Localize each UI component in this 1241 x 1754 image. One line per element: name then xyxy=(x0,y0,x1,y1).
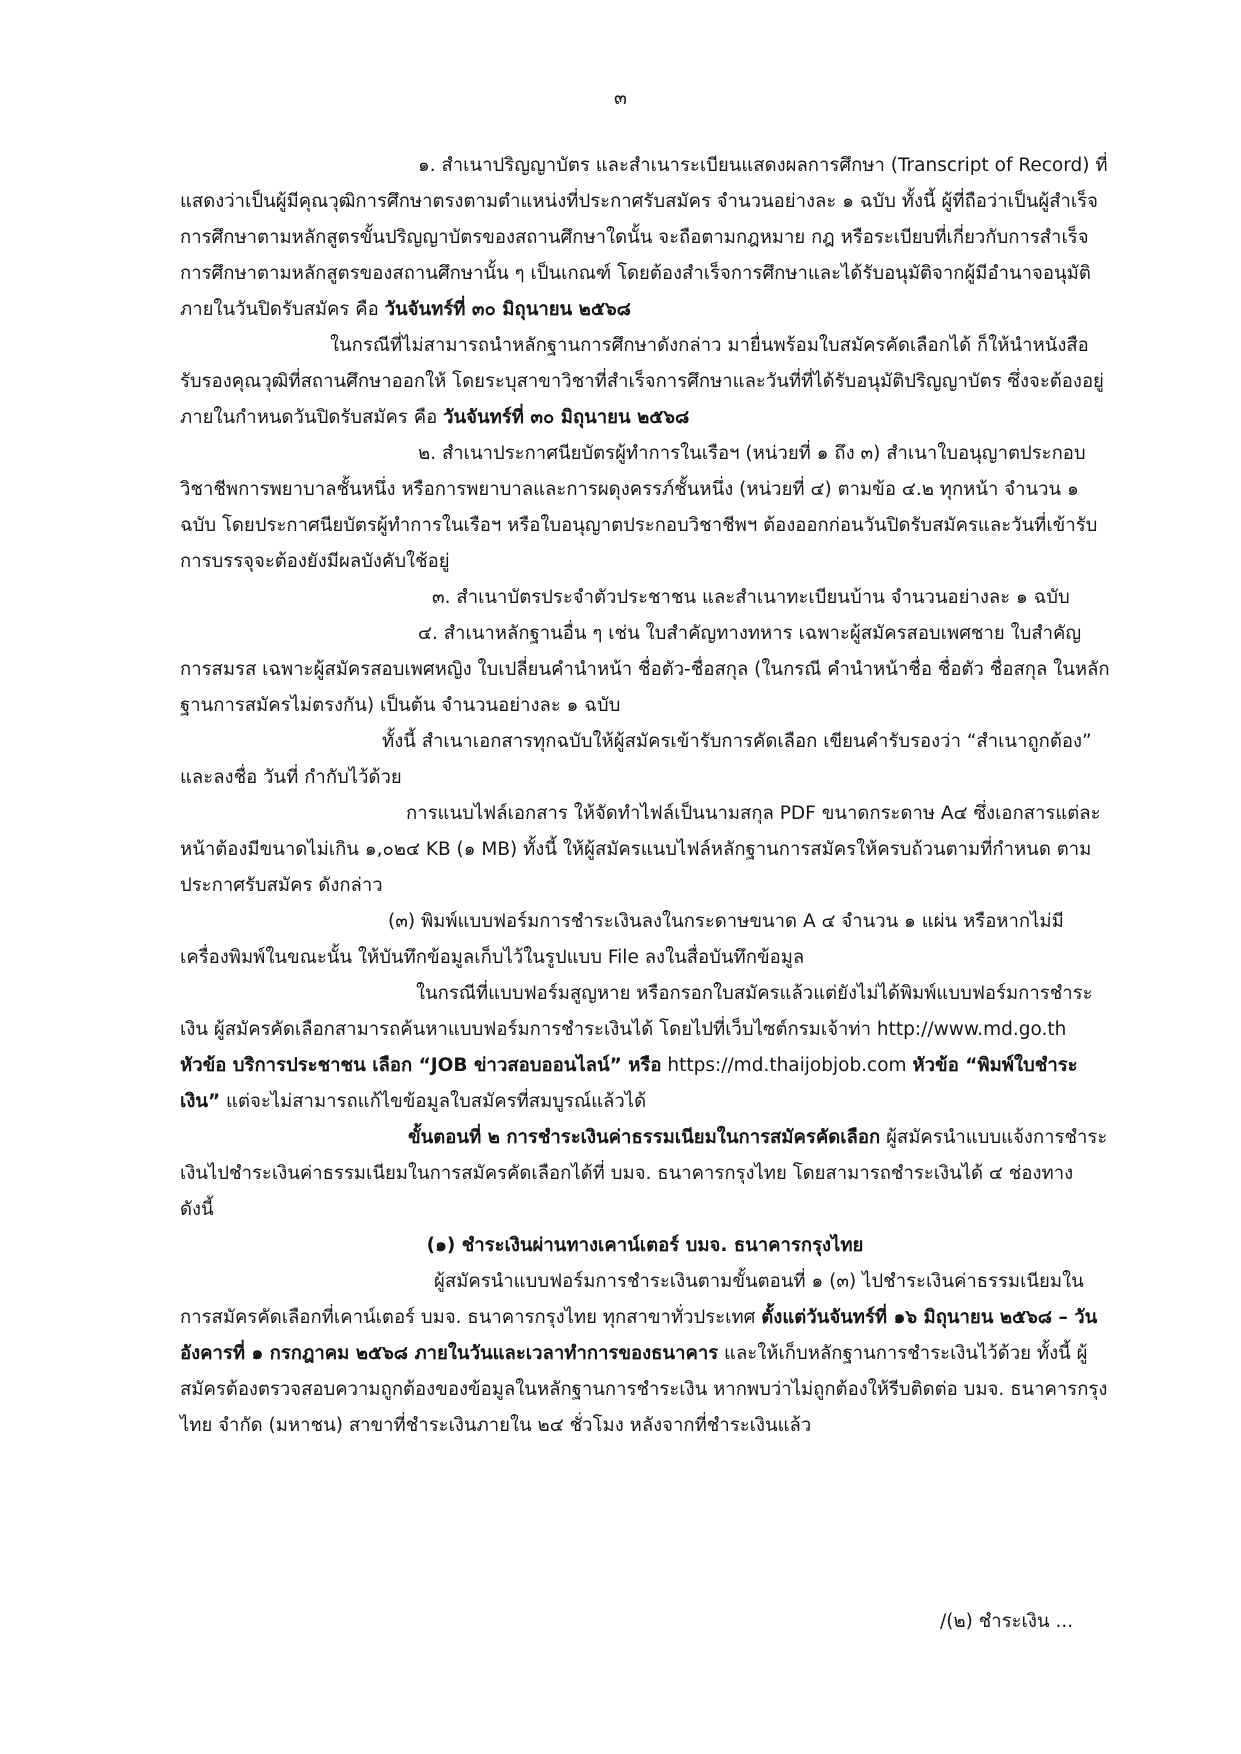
payment-period: ตั้งแต่วันจันทร์ที่ ๑๖ มิถุนายน ๒๕๖๘ – วันอังคารที่ ๑ กรกฎาคม ๒๕๖๘ ภายในวันและเวลาทำการของธนาคาร xyxy=(180,1307,1098,1364)
paragraph-lost-form xyxy=(180,976,1110,1120)
paragraph-certify-copies: ทั้งนี้ สำเนาเอกสารทุกฉบับให้ผู้สมัครเข้ารับการคัดเลือก เขียนคำรับรองว่า “สำเนาถูกต้อง” และลงชื่อ วันที่ กำกับไว้ด้วย xyxy=(180,731,1092,788)
section-heading-counter-payment: (๑) ชำระเงินผ่านทางเคาน์เตอร์ บมจ. ธนาคารกรุงไทย xyxy=(426,1235,864,1256)
paragraph-text: ในกรณีที่ไม่สามารถนำหลักฐานการศึกษาดังกล่าว มายื่นพร้อมใบสมัครคัดเลือกได้ ก็ให้นำหนังสือรับรองคุณวุฒิที่สถานศึกษาออกให้ โดยระบุสาขาวิชาที่สำเร็จการศึกษาและวันที่ที่ได้รับอนุมัติปริญญาบัตร ซึ่งจะต้องอยู่ภายในกำหนดวันปิดรับสมัคร คือ xyxy=(180,335,1104,428)
paragraph-counter-payment xyxy=(180,1264,1110,1444)
paragraph-print-payment-form: (๓) พิมพ์แบบฟอร์มการชำระเงินลงในกระดาษขนาด A ๔ จำนวน ๑ แผ่น หรือหากไม่มีเครื่องพิมพ์ในขณะนั้น ให้บันทึกข้อมูลเก็บไว้ในรูปแบบ File ลงในสื่อบันทึกข้อมูล xyxy=(180,911,1064,968)
paragraph-text: แต่จะไม่สามารถแก้ไขข้อมูลใบสมัครที่สมบูรณ์แล้วได้ xyxy=(220,1091,647,1112)
page-number: ๓ xyxy=(614,87,627,109)
document-body xyxy=(180,148,1110,1444)
paragraph-id-card: ๓. สำเนาบัตรประจำตัวประชาชน และสำเนาทะเบียนบ้าน จำนวนอย่างละ ๑ ฉบับ xyxy=(432,587,1070,608)
paragraph-license: ๒. สำเนาประกาศนียบัตรผู้ทำการในเรือฯ (หน่วยที่ ๑ ถึง ๓) สำเนาใบอนุญาตประกอบวิชาชีพการพยาบาลชั้นหนึ่ง หรือการพยาบาลและการผดุงครรภ์ชั้นหนึ่ง (หน่วยที่ ๔) ตามข้อ ๔.๒ ทุกหน้า จำนวน ๑ ฉบับ โดยประกาศนียบัตรผู้ทำการในเรือฯ หรือใบอนุญาตประกอบวิชาชีพฯ ต้องออกก่อนวันปิดรับสมัครและวันที่เข้ารับการบรรจุจะต้องยังมีผลบังคับใช้อยู่ xyxy=(180,443,1098,572)
step-2-heading: ขั้นตอนที่ ๒ การชำระเงินค่าธรรมเนียมในการสมัครคัดเลือก xyxy=(408,1127,881,1148)
deadline-date: วันจันทร์ที่ ๓๐ มิถุนายน ๒๕๖๘ xyxy=(443,407,690,428)
paragraph-file-attachment: การแนบไฟล์เอกสาร ให้จัดทำไฟล์เป็นนามสกุล PDF ขนาดกระดาษ A๔ ซึ่งเอกสารแต่ละหน้าต้องมีขนาดไม่เกิน ๑,๐๒๔ KB (๑ MB) ทั้งนี้ ให้ผู้สมัครแนบไฟล์หลักฐานการสมัครให้ครบถ้วนตามที่กำหนด ตามประกาศรับสมัคร ดังกล่าว xyxy=(180,803,1101,896)
website-menu-path: หัวข้อ บริการประชาชน เลือก “JOB ข่าวสอบออนไลน์” หรือ xyxy=(180,1055,662,1076)
job-website-url: https://md.thaijobjob.com xyxy=(661,1055,913,1076)
paragraph-text: และให้เก็บหลักฐานการชำระเงินไว้ด้วย ทั้งนี้ ผู้สมัครต้องตรวจสอบความถูกต้องของข้อมูลในหลักฐานการชำระเงิน หากพบว่าไม่ถูกต้องให้รีบติดต่อ บมจ. ธนาคารกรุงไทย จำกัด (มหาชน) สาขาที่ชำระเงินภายใน ๒๔ ชั่วโมง หลังจากที่ชำระเงินแล้ว xyxy=(180,1343,1108,1436)
paragraph-text: ผู้สมัครนำแบบแจ้งการชำระเงินไปชำระเงินค่าธรรมเนียมในการสมัครคัดเลือกได้ที่ บมจ. ธนาคารกรุงไทย โดยสามารถชำระเงินได้ ๔ ช่องทาง ดังนี้ xyxy=(180,1127,1108,1220)
paragraph-transcript xyxy=(180,148,1110,328)
paragraph-text: ๑. สำเนาปริญญาบัตร และสำเนาระเบียนแสดงผลการศึกษา (Transcript of Record) ที่แสดงว่าเป็นผู้มีคุณวุฒิการศึกษาตรงตามตำแหน่งที่ประกาศรับสมัคร จำนวนอย่างละ ๑ ฉบับ ทั้งนี้ ผู้ที่ถือว่าเป็นผู้สำเร็จการศึกษาตามหลักสูตรขั้นปริญญาบัตรของสถานศึกษาใดนั้น จะถือตามกฎหมาย กฎ หรือระเบียบที่เกี่ยวกับการสำเร็จการศึกษาตามหลักสูตรของสถานศึกษานั้น ๆ เป็นเกณฑ์ โดยต้องสำเร็จการศึกษาและได้รับอนุมัติจากผู้มีอำนาจอนุมัติภายในวันปิดรับสมัคร คือ xyxy=(180,155,1108,320)
print-payment-topic: หัวข้อ “พิมพ์ใบชำระเงิน” xyxy=(180,1055,1078,1112)
paragraph-certificate-alternative xyxy=(180,328,1110,436)
continuation-reference: /(๒) ชำระเงิน ... xyxy=(940,1611,1074,1632)
paragraph-other-documents: ๔. สำเนาหลักฐานอื่น ๆ เช่น ใบสำคัญทางทหาร เฉพาะผู้สมัครสอบเพศชาย ใบสำคัญการสมรส เฉพาะผู้สมัครสอบเพศหญิง ใบเปลี่ยนคำนำหน้า ชื่อตัว-ชื่อสกุล (ในกรณี คำนำหน้าชื่อ ชื่อตัว ชื่อสกุล ในหลักฐานการสมัครไม่ตรงกัน) เป็นต้น จำนวนอย่างละ ๑ ฉบับ xyxy=(180,623,1110,716)
paragraph-text: ผู้สมัครนำแบบฟอร์มการชำระเงินตามขั้นตอนที่ ๑ (๓) ไปชำระเงินค่าธรรมเนียมในการสมัครคัดเลือกที่เคาน์เตอร์ บมจ. ธนาคารกรุงไทย ทุกสาขาทั่วประเทศ xyxy=(180,1271,1084,1328)
paragraph-step-2 xyxy=(180,1120,1110,1228)
deadline-date: วันจันทร์ที่ ๓๐ มิถุนายน ๒๕๖๘ xyxy=(384,299,631,320)
paragraph-text: ในกรณีที่แบบฟอร์มสูญหาย หรือกรอกใบสมัครแล้วแต่ยังไม่ได้พิมพ์แบบฟอร์มการชำระเงิน ผู้สมัครคัดเลือกสามารถค้นหาแบบฟอร์มการชำระเงินได้ โดยไปที่เว็บไซต์กรมเจ้าท่า http://www.md.go.th xyxy=(180,983,1093,1040)
